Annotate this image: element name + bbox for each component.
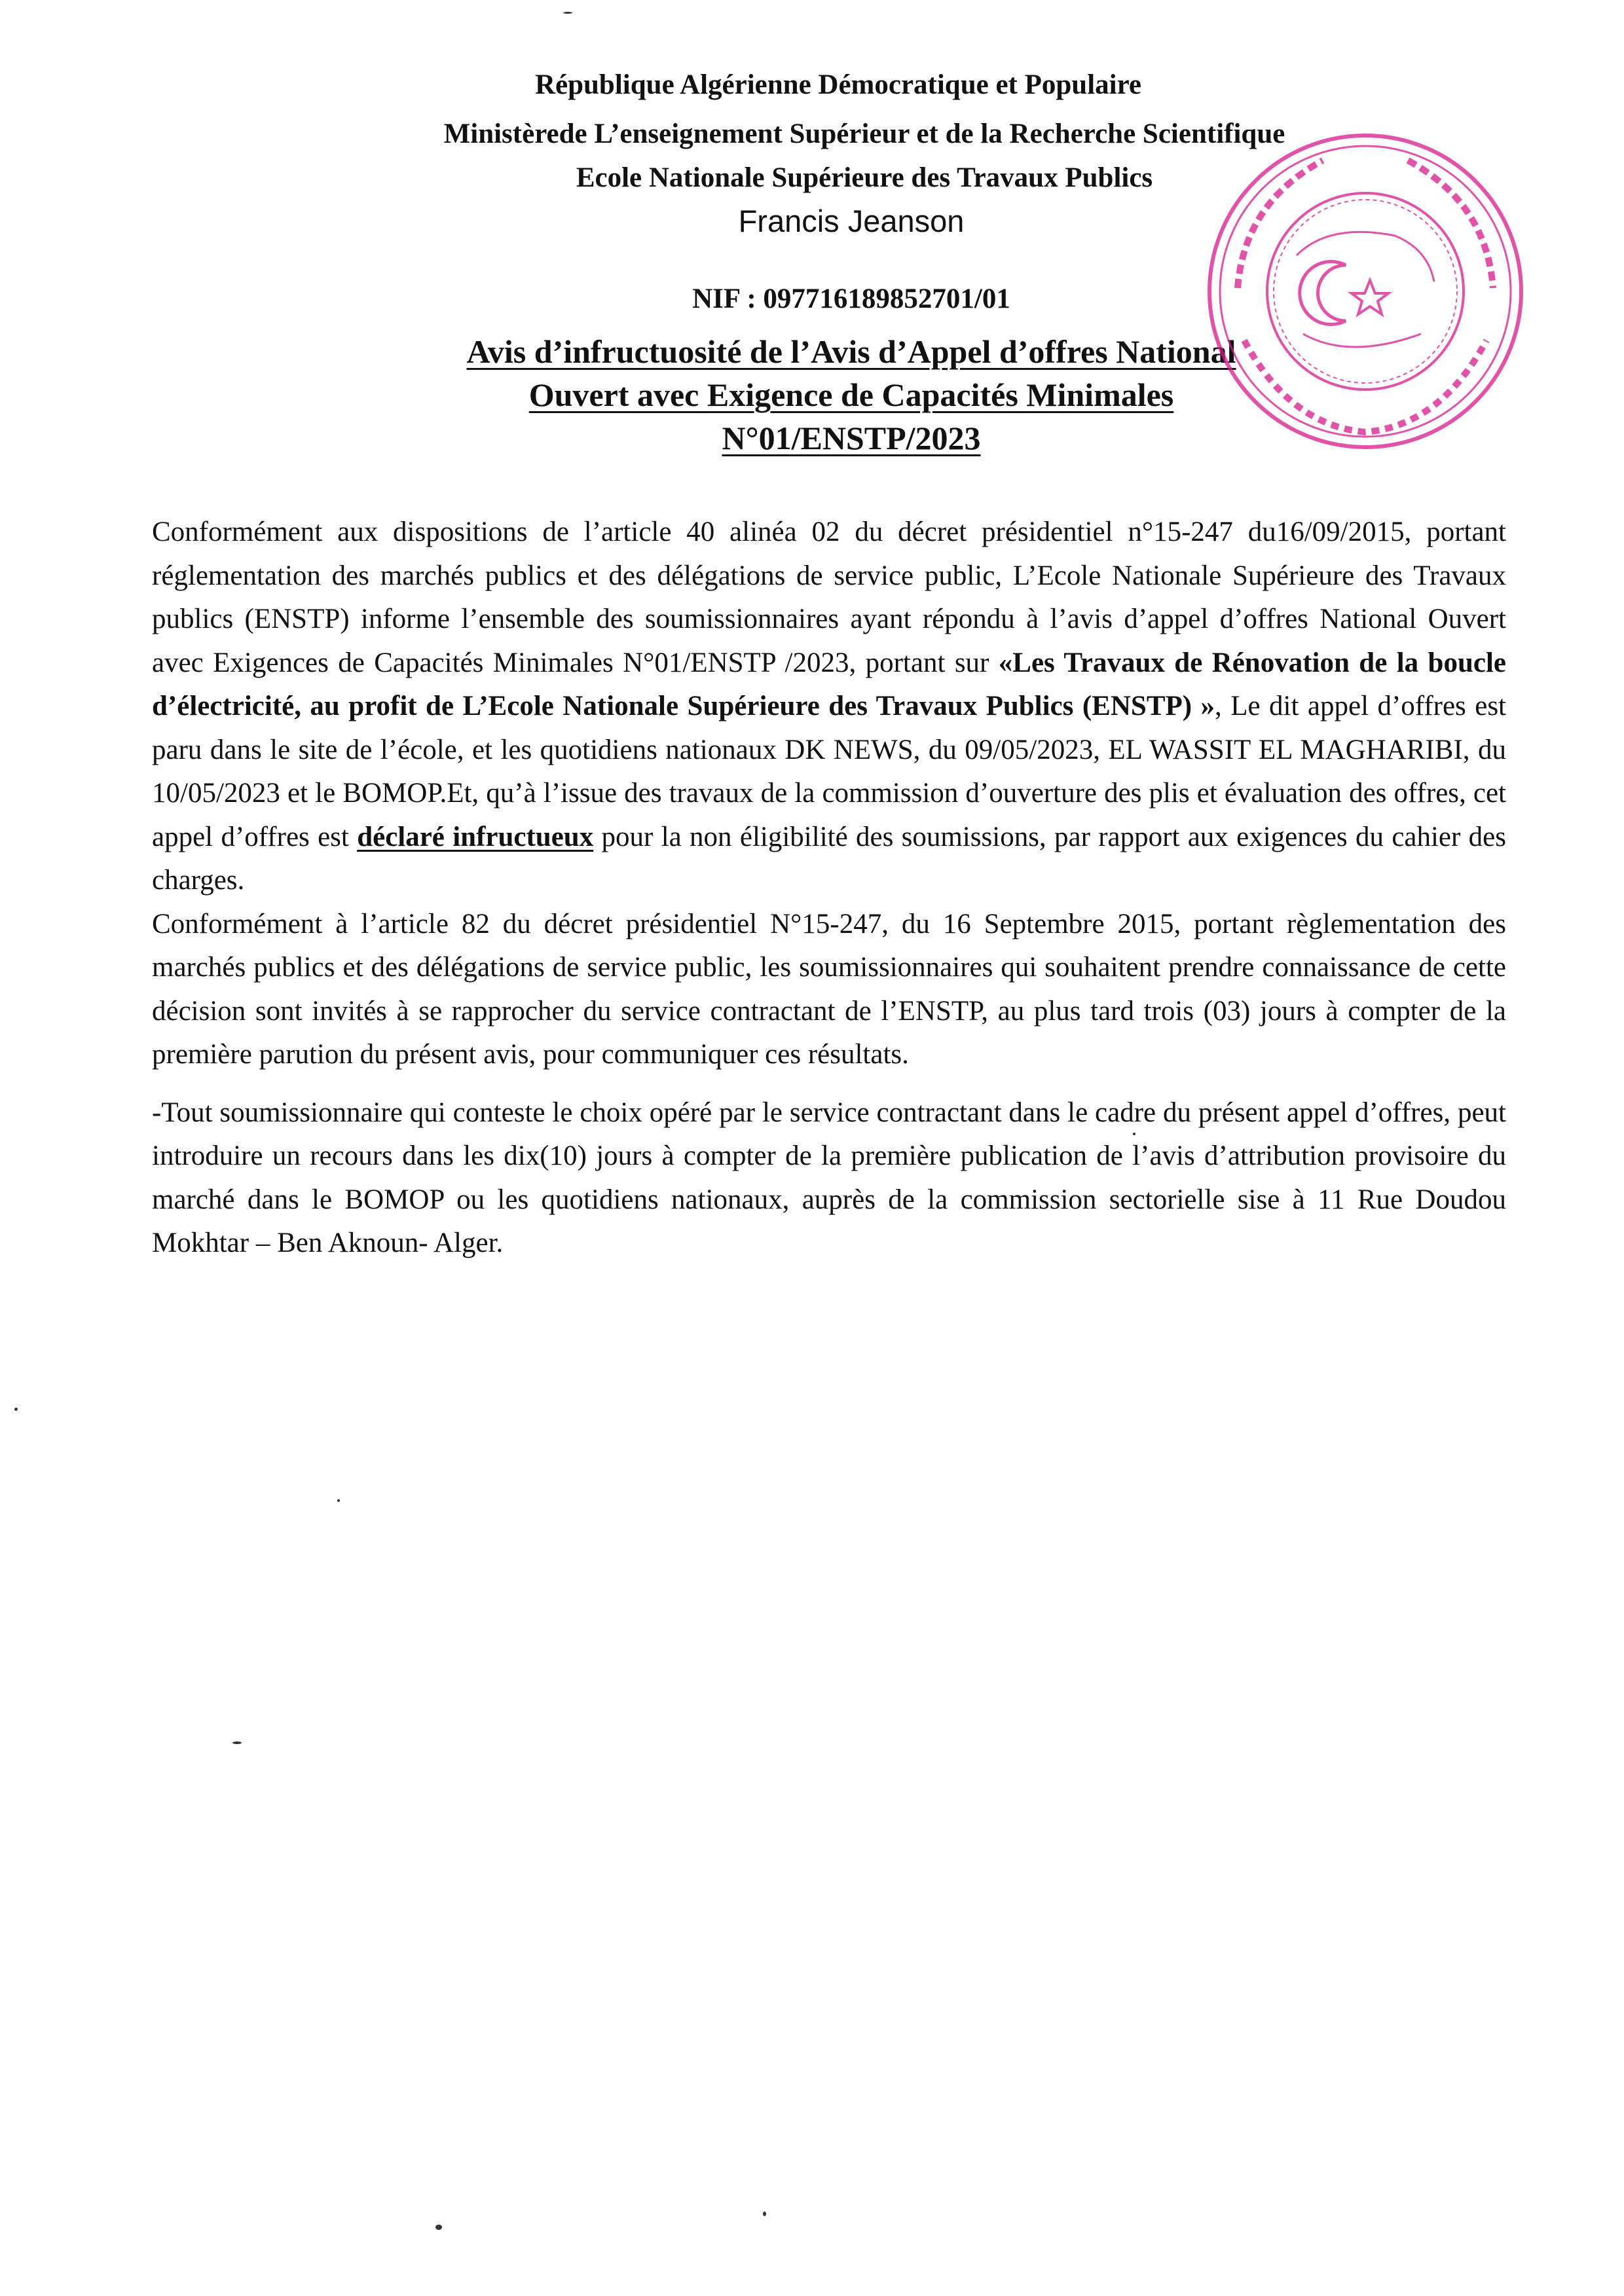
scan-speck (337, 1499, 340, 1502)
notice-title-line3: N°01/ENSTP/2023 (722, 420, 981, 456)
scan-speck (563, 12, 572, 14)
paragraph-1: Conformément aux dispositions de l’article 40 alinéa 02 du décret présidentiel n°15-247 du16/09/2015, portant réglementation des marchés publics et des délégations de service public, L’Ecole Nationale Supérieure des Travaux publics (ENSTP) informe l’ensemble des soumissionnaires ayant répondu à l’avis d’appel d’offres National Ouvert avec Exigences de Capacités Minimales N°01/ENSTP /2023, portant sur «Les Travaux de Rénovation de la boucle d’électricité, au profit de L’Ecole Nationale Supérieure des Travaux Publics (ENSTP) », Le dit appel d’offres est paru dans le site de l’école, et les quotidiens nationaux DK NEWS, du 09/05/2023, EL WASSIT EL MAGHARIBI, du 10/05/2023 et le BOMOP.Et, qu’à l’issue des travaux de la commission d’ouverture des plis et évaluation des offres, cet appel d’offres est déclaré infructueux pour la non éligibilité des soumissions, par rapport aux exigences du cahier des charges. (152, 517, 1507, 896)
notice-title-line1: Avis d’infructuosité de l’Avis d’Appel d’offres National (466, 333, 1236, 370)
header-ministry: Ministèrede L’enseignement Supérieur et de la Recherche Scientifique (443, 118, 1285, 149)
header-school-name: Francis Jeanson (738, 204, 965, 238)
header-republic: République Algérienne Démocratique et Populaire (534, 69, 1142, 100)
scan-speck (435, 2225, 442, 2230)
notice-body (152, 511, 1506, 1266)
scan-speck (14, 1408, 18, 1411)
scan-speck (763, 2212, 766, 2216)
declared-unsuccessful: déclaré infructueux (357, 821, 594, 852)
scan-speck (232, 1741, 242, 1744)
header-nif: NIF : 097716189852701/01 (692, 283, 1010, 314)
scan-speck (1133, 1133, 1135, 1135)
paragraph-3: -Tout soumissionnaire qui conteste le choix opéré par le service contractant dans le cadre du présent appel d’offres, peut introduire un recours dans les dix(10) jours à compter de la première publication de l’avis d’attribution provisoire du marché dans le BOMOP ou les quotidiens nationaux, auprès de la commission sectorielle sise à 11 Rue Doudou Mokhtar – Ben Aknoun- Alger. (152, 1097, 1506, 1258)
notice-title-line2: Ouvert avec Exigence de Capacités Minimales (528, 376, 1174, 413)
project-title: «Les Travaux de Rénovation de la boucle d’électricité, au profit de L’Ecole Nationale Supérieure des Travaux Publics (ENSTP) » (152, 647, 1506, 721)
header-school: Ecole Nationale Supérieure des Travaux Publics (576, 162, 1153, 193)
official-stamp-icon (1198, 124, 1532, 458)
paragraph-2: Conformément à l’article 82 du décret présidentiel N°15-247, du 16 Septembre 2015, portant règlementation des marchés publics et des délégations de service public, les soumissionnaires qui souhaitent prendre connaissance de cette décision sont invités à se rapprocher du service contractant de l’ENSTP, au plus tard trois (03) jours à compter de la première parution du présent avis, pour communiquer ces résultats. (152, 908, 1506, 1070)
